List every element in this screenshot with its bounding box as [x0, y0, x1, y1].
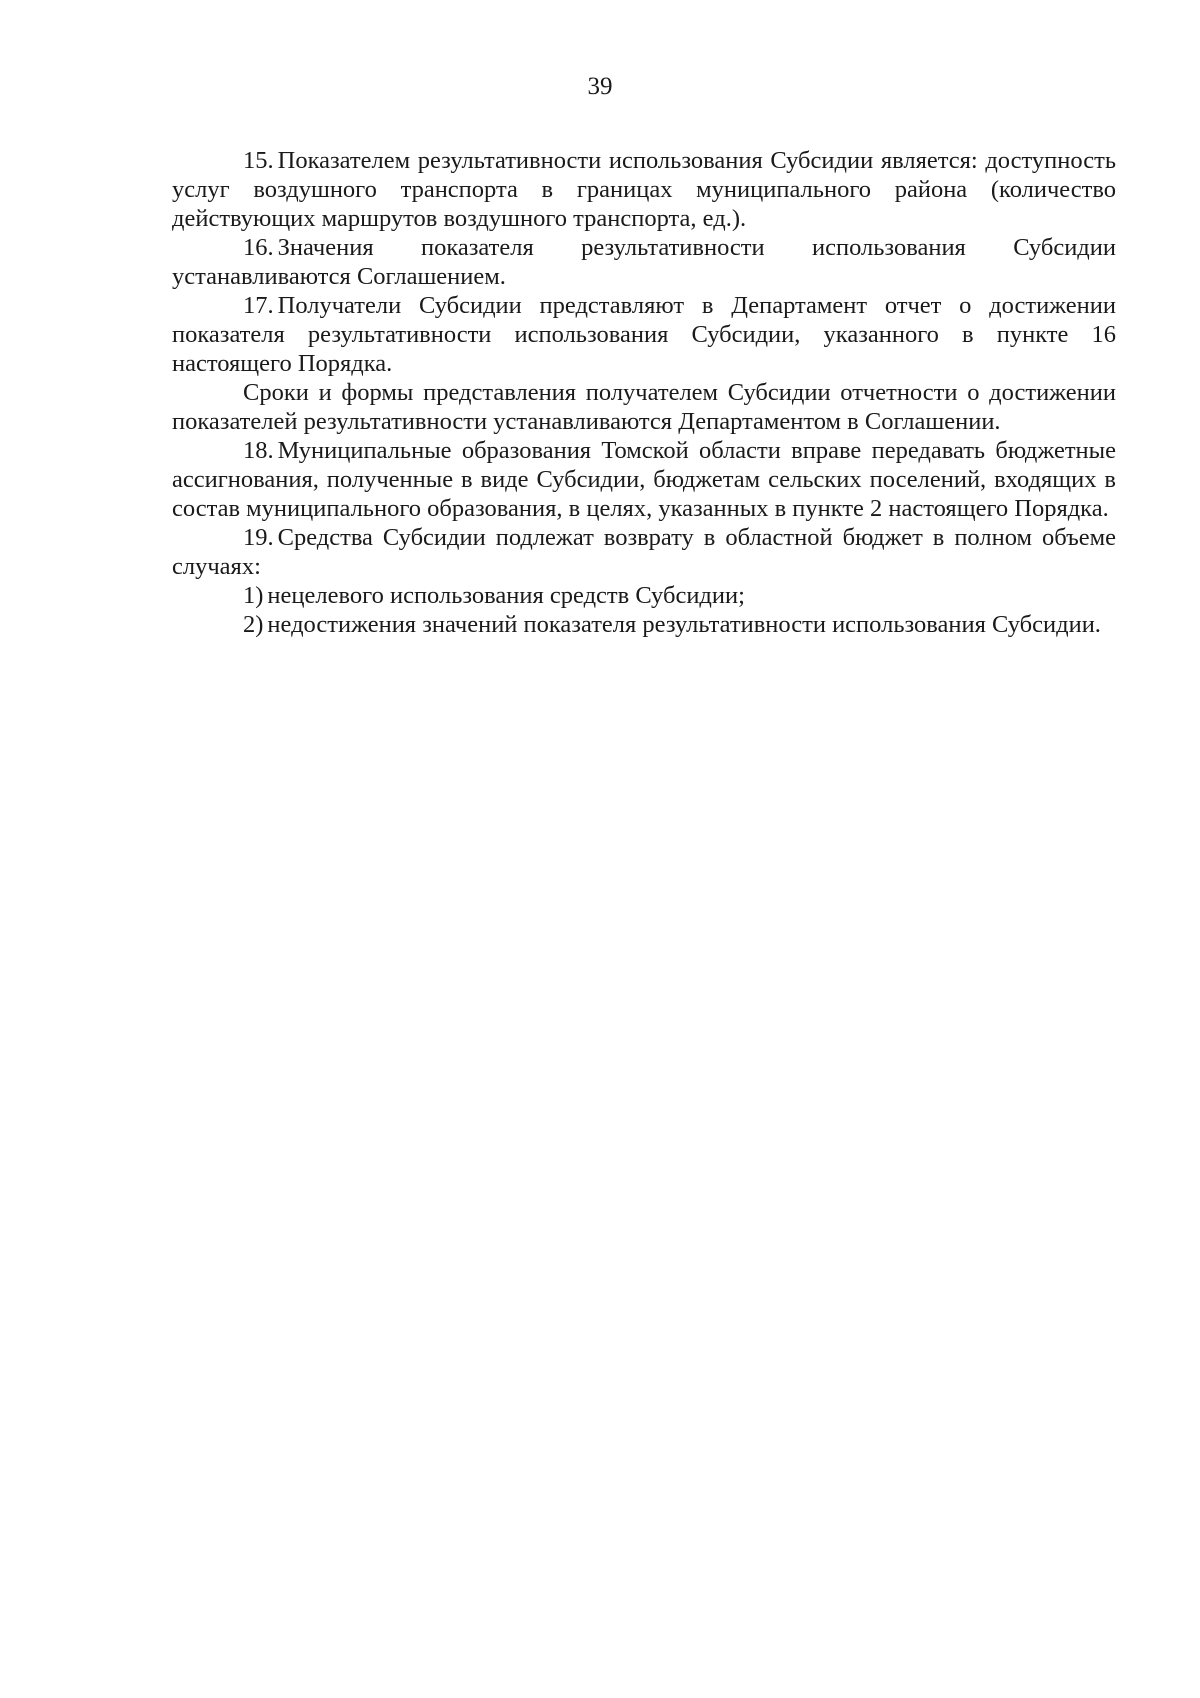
- list-item-1: [172, 581, 1116, 610]
- page-number: 39: [587, 73, 613, 100]
- paragraph-17: [172, 291, 1116, 378]
- document-body: [172, 146, 1116, 639]
- paragraph-17-continued: [172, 378, 1116, 436]
- list-item-text: нецелевого использования средств Субсидии;: [267, 582, 745, 609]
- paragraph-number: 16.: [243, 234, 274, 261]
- paragraph-19: [172, 523, 1116, 581]
- paragraph-text: Муниципальные образования Томской области вправе передавать бюджетные ассигнования, полученные в виде Субсидии, бюджетам сельских поселений, входящих в состав муниципального образования, в целях, указанных в пункте 2 настоящего Порядка.: [172, 437, 1116, 522]
- paragraph-text: Средства Субсидии подлежат возврату в областной бюджет в полном объеме случаях:: [172, 524, 1116, 580]
- paragraph-number: 15.: [243, 147, 274, 174]
- list-item-number: 2): [243, 611, 264, 638]
- paragraph-16: [172, 233, 1116, 291]
- list-item-text: недостижения значений показателя результативности использования Субсидии.: [267, 611, 1101, 638]
- paragraph-text: Сроки и формы представления получателем Субсидии отчетности о достижении показателей результативности устанавливаются Департаментом в Соглашении.: [172, 379, 1116, 435]
- list-item-2: [172, 610, 1116, 639]
- paragraph-text: Получатели Субсидии представляют в Департамент отчет о достижении показателя результативности использования Субсидии, указанного в пункте 16 настоящего Порядка.: [172, 292, 1116, 377]
- paragraph-18: [172, 436, 1116, 523]
- list-item-number: 1): [243, 582, 264, 609]
- paragraph-number: 18.: [243, 437, 274, 464]
- paragraph-text: Показателем результативности использования Субсидии является: доступность услуг воздушного транспорта в границах муниципального района (количество действующих маршрутов воздушного транспорта, ед.).: [172, 147, 1116, 232]
- paragraph-text: Значения показателя результативности использования Субсидии устанавливаются Соглашением.: [172, 234, 1116, 290]
- paragraph-number: 19.: [243, 524, 274, 551]
- paragraph-number: 17.: [243, 292, 274, 319]
- paragraph-15: [172, 146, 1116, 233]
